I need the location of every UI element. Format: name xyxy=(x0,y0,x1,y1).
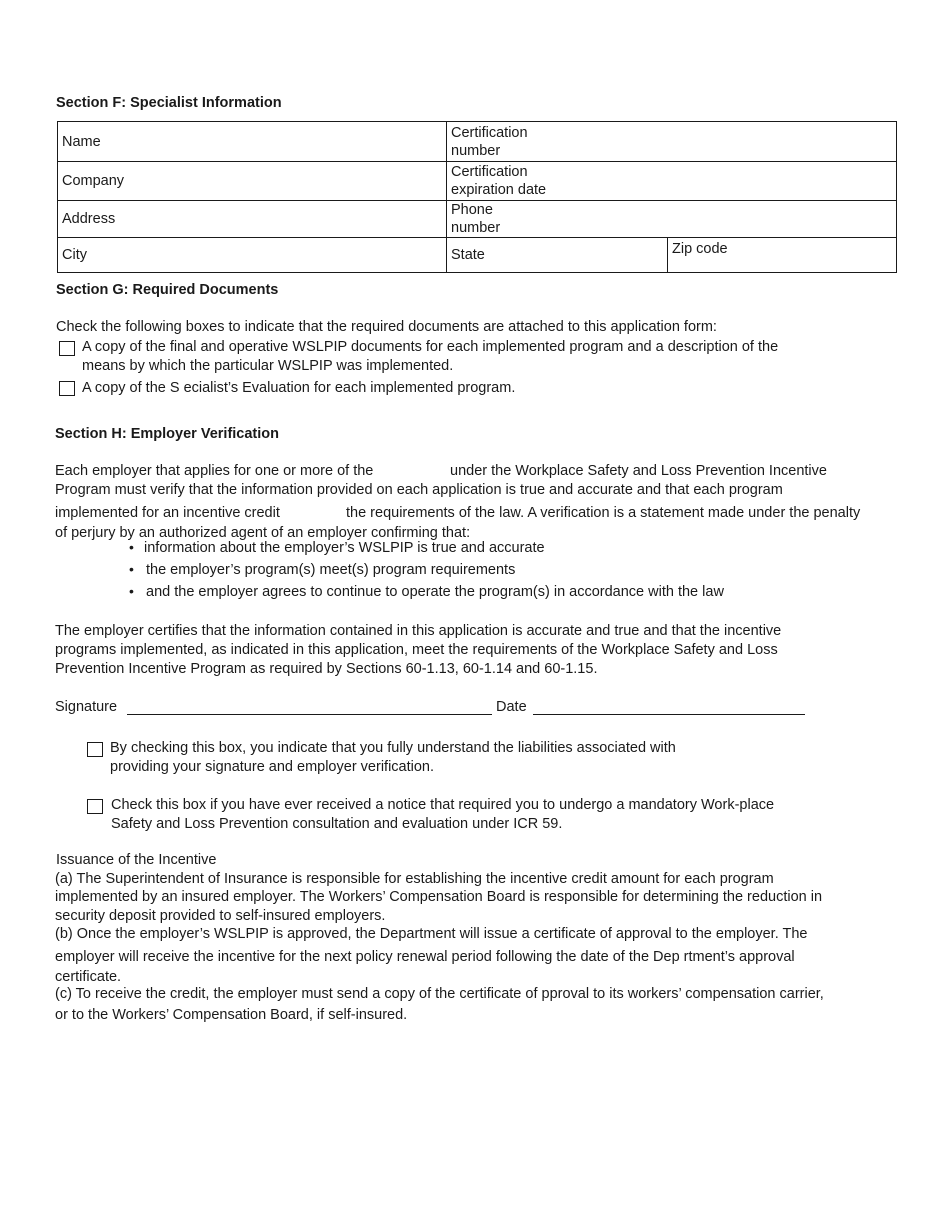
certification-text-1: The employer certifies that the information contained in this application is accurate and true and that the incentive xyxy=(55,623,782,639)
section-h-heading: Section H: Employer Verification xyxy=(55,426,279,442)
issuance-b-1: (b) Once the employer’s WSLPIP is approved, the Department will issue a certificate of approval to the employer. The xyxy=(55,926,808,942)
doc-evaluation-checkbox[interactable] xyxy=(59,381,75,396)
issuance-c-2: or to the Workers’ Compensation Board, if self-insured. xyxy=(55,1007,408,1023)
phone-field[interactable] xyxy=(447,201,897,238)
liabilities-checkbox[interactable] xyxy=(87,742,103,757)
doc-wslpip-checkbox[interactable] xyxy=(59,341,75,356)
certification-text-2: programs implemented, as indicated in this application, meet the requirements of the Workplace Safety and Loss xyxy=(55,642,778,658)
issuance-c-1: (c) To receive the credit, the employer must send a copy of the certificate of pproval to its workers’ compensation carrier, xyxy=(55,986,824,1002)
consultation-notice-label-1: Check this box if you have ever received a notice that required you to undergo a mandatory Work-place xyxy=(111,797,775,813)
issuance-b-2: employer will receive the incentive for the next policy renewal period following the date of the Dep rtment’s approval xyxy=(55,949,795,965)
issuance-b-3: certificate. xyxy=(55,969,122,985)
verification-text-3b: the requirements of the law. A verification is a statement made under the penalty xyxy=(346,505,861,521)
signature-label: Signature xyxy=(55,699,118,715)
verification-text-1b: under the Workplace Safety and Loss Prevention Incentive xyxy=(450,463,827,479)
bullet-icon: • xyxy=(129,561,134,577)
consultation-notice-label-2: Safety and Loss Prevention consultation and evaluation under ICR 59. xyxy=(111,816,563,832)
date-label: Date xyxy=(496,699,527,715)
signature-line[interactable] xyxy=(127,714,492,715)
cert-exp-label-1: Certification xyxy=(451,164,528,180)
verification-text-4: of perjury by an authorized agent of an employer confirming that: xyxy=(55,525,471,541)
liabilities-label-2: providing your signature and employer verification. xyxy=(110,759,435,775)
issuance-a-3: security deposit provided to self-insured employers. xyxy=(55,908,386,924)
company-field[interactable] xyxy=(58,162,447,201)
bullet-item: the employer’s program(s) meet(s) program requirements xyxy=(146,562,516,578)
doc-wslpip-label-2: means by which the particular WSLPIP was implemented. xyxy=(82,358,454,374)
date-line[interactable] xyxy=(533,714,805,715)
zip-label: Zip code xyxy=(672,241,728,257)
section-f-heading: Section F: Specialist Information xyxy=(56,95,282,111)
cert-number-field[interactable] xyxy=(447,122,897,162)
issuance-a-2: implemented by an insured employer. The Workers’ Compensation Board is responsible for determining the reduction in xyxy=(55,889,823,905)
issuance-heading: Issuance of the Incentive xyxy=(56,852,217,868)
state-field[interactable] xyxy=(447,238,668,273)
phone-label-2: number xyxy=(451,220,501,236)
phone-label-1: Phone xyxy=(451,202,493,218)
bullet-icon: • xyxy=(129,583,134,599)
bullet-icon: • xyxy=(129,539,134,555)
cert-number-label-2: number xyxy=(451,142,501,159)
verification-text-3a: implemented for an incentive credit xyxy=(55,505,280,521)
section-g-intro: Check the following boxes to indicate that the required documents are attached to this application form: xyxy=(56,319,717,335)
cert-number-label-1: Certification xyxy=(451,124,528,141)
cert-exp-label-2: expiration date xyxy=(451,182,547,198)
address-label: Address xyxy=(62,211,116,227)
company-label: Company xyxy=(62,173,125,189)
issuance-a-1: (a) The Superintendent of Insurance is responsible for establishing the incentive credit amount for each program xyxy=(55,871,774,887)
state-label: State xyxy=(451,247,485,263)
specialist-info-table xyxy=(57,121,897,273)
address-field[interactable] xyxy=(58,201,447,238)
verification-text-2: Program must verify that the information provided on each application is true and accurate and that each program xyxy=(55,482,783,498)
liabilities-label-1: By checking this box, you indicate that you fully understand the liabilities associated with xyxy=(110,740,676,756)
doc-evaluation-label: A copy of the S ecialist’s Evaluation for each implemented program. xyxy=(82,380,516,396)
certification-text-3: Prevention Incentive Program as required by Sections 60-1.13, 60-1.14 and 60-1.15. xyxy=(55,661,598,677)
bullet-item: and the employer agrees to continue to operate the program(s) in accordance with the law xyxy=(146,584,724,600)
city-label: City xyxy=(62,247,87,263)
consultation-notice-checkbox[interactable] xyxy=(87,799,103,814)
doc-wslpip-label-1: A copy of the final and operative WSLPIP documents for each implemented program and a description of the xyxy=(82,339,779,355)
verification-text-1a: Each employer that applies for one or more of the xyxy=(55,463,374,479)
zip-field[interactable] xyxy=(668,238,897,273)
section-g-heading: Section G: Required Documents xyxy=(56,282,279,298)
bullet-item: information about the employer’s WSLPIP is true and accurate xyxy=(144,540,545,556)
name-label: Name xyxy=(62,133,101,150)
city-field[interactable] xyxy=(58,238,447,273)
name-field[interactable] xyxy=(58,122,447,162)
cert-expiration-field[interactable] xyxy=(447,162,897,201)
